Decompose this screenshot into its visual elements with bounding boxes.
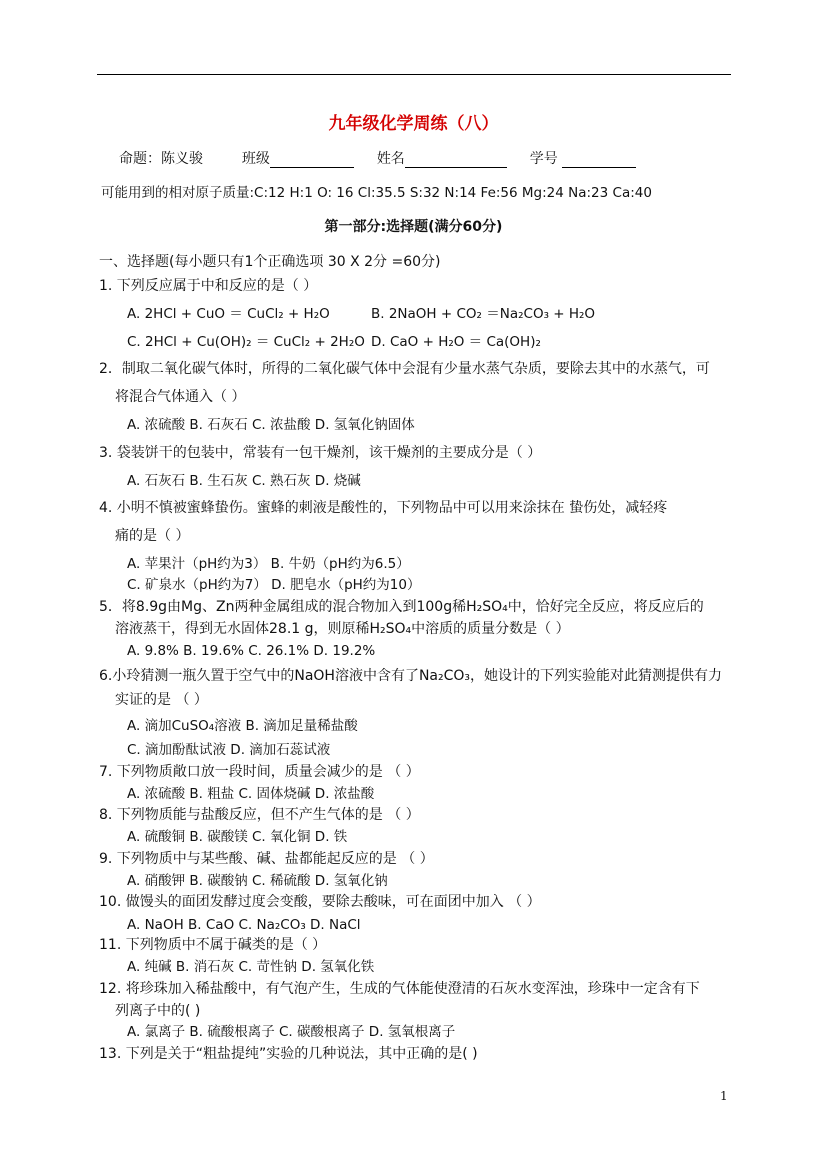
section-title: 一、选择题(每小题只有1个正确选项 30 X 2分 =60分) — [99, 254, 441, 270]
q1-option-a: A. 2HCl + CuO ＝ CuCl₂ + H₂O — [127, 306, 330, 322]
question-13: 13. 下列是关于“粗盐提纯”实验的几种说法，其中正确的是( ) — [99, 1046, 478, 1062]
q10-options: A. NaOH B. CaO C. Na₂CO₃ D. NaCl — [127, 917, 361, 933]
question-11: 11. 下列物质中不属于碱类的是（ ） — [99, 937, 327, 953]
name-field[interactable] — [405, 153, 507, 168]
q12-options: A. 氯离子 B. 硫酸根离子 C. 碳酸根离子 D. 氢氧根离子 — [127, 1024, 456, 1040]
q5-options: A. 9.8% B. 19.6% C. 26.1% D. 19.2% — [127, 643, 376, 659]
question-5-cont: 溶液蒸干，得到无水固体28.1 g，则原稀H₂SO₄中溶质的质量分数是（ ） — [115, 621, 570, 637]
class-field[interactable] — [270, 153, 354, 168]
q4-options-cd: C. 矿泉水（pH约为7） D. 肥皂水（pH约为10） — [127, 577, 421, 593]
id-label: 学号 — [529, 151, 558, 167]
q2-options: A. 浓硫酸 B. 石灰石 C. 浓盐酸 D. 氢氧化钠固体 — [127, 417, 415, 433]
question-12-cont: 列离子中的( ) — [115, 1003, 201, 1019]
question-10: 10. 做馒头的面团发酵过度会变酸，要除去酸味，可在面团中加入 （ ） — [99, 894, 541, 910]
q9-options: A. 硝酸钾 B. 碳酸钠 C. 稀硫酸 D. 氢氧化钠 — [127, 873, 388, 889]
q8-options: A. 硫酸铜 B. 碳酸镁 C. 氧化铜 D. 铁 — [127, 829, 348, 845]
question-1: 1. 下列反应属于中和反应的是（ ） — [99, 278, 318, 294]
question-2: 2．制取二氧化碳气体时，所得的二氧化碳气体中会混有少量水蒸气杂质，要除去其中的水蒸气，可 — [99, 361, 710, 377]
author-label: 命题：陈义骏 — [119, 151, 203, 167]
part-title: 第一部分:选择题(满分60分) — [324, 219, 503, 235]
page-number: 1 — [720, 1089, 728, 1103]
header-rule — [97, 74, 731, 75]
question-6: 6.小玲猜测一瓶久置于空气中的NaOH溶液中含有了Na₂CO₃，她设计的下列实验能对此猜测提供有力 — [99, 668, 723, 684]
q1-option-c: C. 2HCl + Cu(OH)₂ ＝ CuCl₂ + 2H₂O — [127, 334, 365, 350]
question-9: 9. 下列物质中与某些酸、碱、盐都能起反应的是 （ ） — [99, 851, 434, 867]
question-3: 3. 袋装饼干的包装中，常装有一包干燥剂，该干燥剂的主要成分是（ ） — [99, 445, 542, 461]
question-12: 12. 将珍珠加入稀盐酸中，有气泡产生，生成的气体能使澄清的石灰水变浑浊，珍珠中一定含有下 — [99, 981, 700, 997]
atomic-masses: 可能用到的相对原子质量:C:12 H:1 O: 16 Cl:35.5 S:32 N:14 Fe:56 Mg:24 Na:23 Ca:40 — [101, 185, 652, 201]
q1-option-b: B. 2NaOH + CO₂ ＝Na₂CO₃ + H₂O — [371, 306, 596, 322]
student-info-row — [119, 148, 636, 168]
q6-options-cd: C. 滴加酚酞试液 D. 滴加石蕊试液 — [127, 742, 331, 758]
q6-options-ab: A. 滴加CuSO₄溶液 B. 滴加足量稀盐酸 — [127, 718, 358, 734]
q7-options: A. 浓硫酸 B. 粗盐 C. 固体烧碱 D. 浓盐酸 — [127, 786, 375, 802]
page-title: 九年级化学周练（八） — [328, 114, 499, 134]
q11-options: A. 纯碱 B. 消石灰 C. 苛性钠 D. 氢氧化铁 — [127, 959, 375, 975]
question-2-cont: 将混合气体通入（ ） — [115, 389, 246, 405]
q3-options: A. 石灰石 B. 生石灰 C. 熟石灰 D. 烧碱 — [127, 473, 361, 489]
q1-option-d: D. CaO + H₂O ＝ Ca(OH)₂ — [371, 334, 541, 350]
question-5: 5．将8.9g由Mg、Zn两种金属组成的混合物加入到100g稀H₂SO₄中，恰好完全反应，将反应后的 — [99, 599, 704, 615]
question-7: 7. 下列物质敞口放一段时间，质量会减少的是 （ ） — [99, 764, 420, 780]
class-label: 班级 — [241, 151, 270, 167]
q4-options-ab: A. 苹果汁（pH约为3） B. 牛奶（pH约为6.5） — [127, 556, 410, 572]
id-field[interactable] — [562, 153, 636, 168]
question-4-cont: 痛的是（ ） — [115, 528, 190, 544]
name-label: 姓名 — [376, 151, 405, 167]
question-8: 8. 下列物质能与盐酸反应，但不产生气体的是 （ ） — [99, 807, 420, 823]
question-6-cont: 实证的是 （ ） — [115, 692, 208, 708]
question-4: 4. 小明不慎被蜜蜂蛰伤。蜜蜂的刺液是酸性的，下列物品中可以用来涂抹在 蛰伤处，减轻疼 — [99, 500, 668, 516]
